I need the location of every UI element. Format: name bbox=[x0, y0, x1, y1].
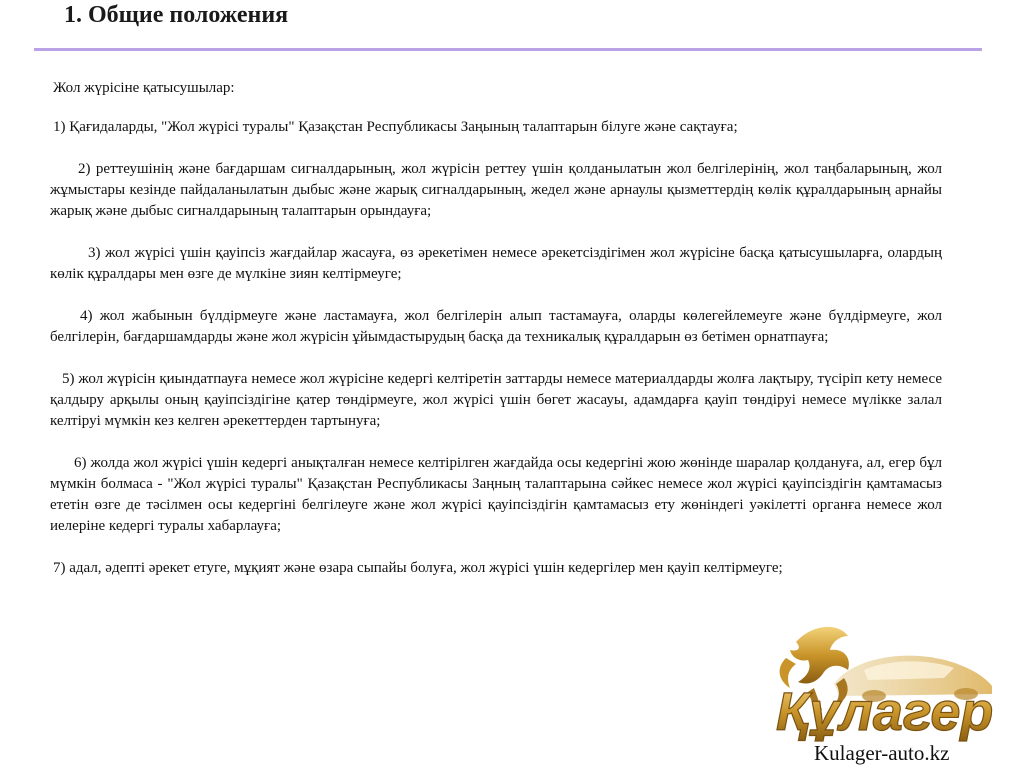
rule-item-2: 2) реттеушінің және бағдаршам сигналдарының, жол жүрісін реттеу үшін қолданылатын жол белгілерінің, жол таңбаларының, жол жұмыстары кезінде пайдаланылатын дыбыс және жарық сигналдарының, жедел және арнаулы қызметтердің көлік құралдарының арнайы жарық және дыбыс сигналдарының талаптарын орындауға; bbox=[50, 161, 942, 219]
site-url: Kulager-auto.kz bbox=[814, 741, 950, 765]
intro-line: Жол жүрісіне қатысушылар: bbox=[53, 80, 235, 96]
rule-item-6: 6) жолда жол жүрісі үшін кедергі анықталған немесе келтірілген жағдайда осы кедергіні жою жөнінде шаралар қолдануға, ал, егер бұл мүмкін болмаса - "Жол жүрісі туралы" Қазақстан Республикасы Заңның талаптарына сәйкес немесе жол жүрісі қауіпсіздігін қамтамасыз ететін өзге де тәсілмен осы кедергіні белгілеуге және жол жүрісі қауіпсіздігін қамтамасыз ету жөніндегі уәкілетті органға немесе жол иелеріне кедергі туралы хабарлауға; bbox=[50, 455, 942, 534]
rule-item-4: 4) жол жабынын бүлдірмеуге және ластамауға, жол белгілерін алып тастамауға, оларды көлегейлемеуге және бүлдірмеуге, жол белгілерін, бағдаршамдарды және жол жүрісін ұйымдастырудың басқа да техникалық құралдарын өз бетімен орнатпауға; bbox=[50, 308, 942, 345]
logo-wordmark: Құлагер bbox=[776, 682, 994, 742]
rule-item-1: 1) Қағидаларды, "Жол жүрісі туралы" Қазақстан Республикасы Заңының талаптарын білуге және сақтауға; bbox=[53, 119, 738, 135]
rule-item-5: 5) жол жүрісін қиындатпауға немесе жол жүрісіне кедергі келтіретін заттарды немесе материалдарды жолға лақтыру, түсіріп кету немесе қалдыру арқылы оның қауіпсіздігіне қатер төндірмеуге, жол жүрісі үшін бөгет жасауы, адамдарға қауіп төндіруі немесе мүлікке залал келтіруі мүмкін кез келген әрекеттерден тартынуға; bbox=[50, 371, 942, 429]
rule-item-3: 3) жол жүрісі үшін қауіпсіз жағдайлар жасауға, өз әрекетімен немесе әрекетсіздігімен жол жүрісіне басқа қатысушыларға, олардың көлік құралдары мен өзге де мүлкіне зиян келтірмеуге; bbox=[50, 245, 942, 282]
slide-title: 1. Общие положения bbox=[64, 2, 289, 28]
rule-item-7: 7) адал, әдепті әрекет етуге, мұқият және өзара сыпайы болуға, жол жүрісі үшін кедергілер мен қауіп келтірмеуге; bbox=[53, 560, 783, 576]
title-divider bbox=[34, 48, 982, 51]
document-body bbox=[50, 78, 942, 600]
